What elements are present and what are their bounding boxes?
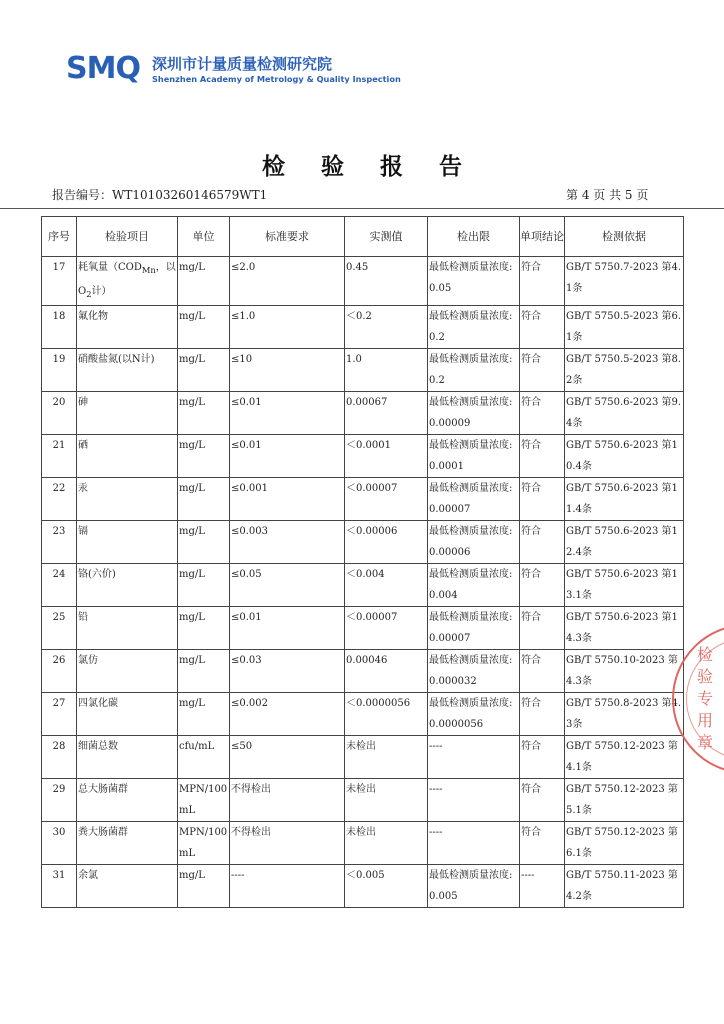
- cell-conclusion: 符合: [520, 607, 565, 650]
- cell-basis: GB/T 5750.12-2023 第4.1条: [565, 736, 684, 779]
- cell-standard: ≤10: [230, 349, 345, 392]
- cell-basis: GB/T 5750.5-2023 第6.1条: [565, 306, 684, 349]
- col-header-seq: 序号: [42, 217, 77, 257]
- cell-basis: GB/T 5750.6-2023 第14.3条: [565, 607, 684, 650]
- table-row: [42, 779, 684, 822]
- cell-basis: GB/T 5750.12-2023 第6.1条: [565, 822, 684, 865]
- cell-conclusion: 符合: [520, 349, 565, 392]
- cell-standard: ≤50: [230, 736, 345, 779]
- col-header-detection-limit: 检出限: [428, 217, 520, 257]
- table-row: [42, 257, 684, 306]
- table-row: [42, 349, 684, 392]
- report-number: [52, 188, 267, 202]
- cell-detection-limit: 最低检测质量浓度:0.2: [428, 306, 520, 349]
- report-number-label: 报告编号：: [52, 188, 113, 202]
- table-row: [42, 607, 684, 650]
- cell-unit: MPN/100mL: [178, 822, 230, 865]
- cell-standard: ≤1.0: [230, 306, 345, 349]
- cell-measured: 未检出: [345, 736, 428, 779]
- cell-basis: GB/T 5750.6-2023 第9.4条: [565, 392, 684, 435]
- table-row: [42, 693, 684, 736]
- table-row: [42, 650, 684, 693]
- cell-basis: GB/T 5750.12-2023 第5.1条: [565, 779, 684, 822]
- cell-seq: 24: [42, 564, 77, 607]
- cell-basis: GB/T 5750.7-2023 第4.1条: [565, 257, 684, 306]
- cell-seq: 26: [42, 650, 77, 693]
- cell-item: 余氯: [77, 865, 178, 908]
- cell-item: 铬(六价): [77, 564, 178, 607]
- cell-detection-limit: ----: [428, 779, 520, 822]
- cell-measured: ＜0.005: [345, 865, 428, 908]
- report-number-value: WT10103260146579WT1: [112, 188, 268, 202]
- cell-item: 粪大肠菌群: [77, 822, 178, 865]
- cell-item: 硝酸盐氮(以N计): [77, 349, 178, 392]
- cell-standard: ≤0.01: [230, 607, 345, 650]
- cell-conclusion: 符合: [520, 257, 565, 306]
- cell-seq: 30: [42, 822, 77, 865]
- cell-basis: GB/T 5750.5-2023 第8.2条: [565, 349, 684, 392]
- cell-seq: 28: [42, 736, 77, 779]
- cell-measured: ＜0.00007: [345, 478, 428, 521]
- cell-conclusion: 符合: [520, 478, 565, 521]
- cell-unit: mg/L: [178, 693, 230, 736]
- cell-basis: GB/T 5750.6-2023 第13.1条: [565, 564, 684, 607]
- results-table: [41, 216, 684, 908]
- cell-item: 汞: [77, 478, 178, 521]
- cell-measured: ＜0.004: [345, 564, 428, 607]
- cell-standard: ≤0.01: [230, 435, 345, 478]
- cod-subscript-2: 2: [86, 289, 92, 299]
- cell-standard: ≤0.05: [230, 564, 345, 607]
- cell-seq: 17: [42, 257, 77, 306]
- cell-item: 四氯化碳: [77, 693, 178, 736]
- cell-seq: 25: [42, 607, 77, 650]
- cell-detection-limit: 最低检测质量浓度:0.005: [428, 865, 520, 908]
- cod-label: 耗氧量（COD: [78, 262, 142, 273]
- cell-seq: 21: [42, 435, 77, 478]
- table-row: [42, 521, 684, 564]
- cell-basis: GB/T 5750.11-2023 第4.2条: [565, 865, 684, 908]
- cell-item: 砷: [77, 392, 178, 435]
- cell-measured: ＜0.2: [345, 306, 428, 349]
- cell-conclusion: 符合: [520, 435, 565, 478]
- cell-conclusion: 符合: [520, 306, 565, 349]
- cell-item: [77, 257, 178, 306]
- cell-unit: mg/L: [178, 564, 230, 607]
- cell-measured: ＜0.00006: [345, 521, 428, 564]
- cell-measured: 0.00067: [345, 392, 428, 435]
- cell-item: 镉: [77, 521, 178, 564]
- cell-detection-limit: 最低检测质量浓度:0.00009: [428, 392, 520, 435]
- col-header-unit: 单位: [178, 217, 230, 257]
- cell-detection-limit: 最低检测质量浓度:0.0001: [428, 435, 520, 478]
- cell-conclusion: 符合: [520, 693, 565, 736]
- cell-unit: MPN/100mL: [178, 779, 230, 822]
- cell-standard: 不得检出: [230, 822, 345, 865]
- table-row: [42, 865, 684, 908]
- cell-seq: 19: [42, 349, 77, 392]
- cell-unit: mg/L: [178, 478, 230, 521]
- cell-detection-limit: 最低检测质量浓度:0.004: [428, 564, 520, 607]
- cell-conclusion: 符合: [520, 736, 565, 779]
- table-row: [42, 564, 684, 607]
- cell-standard: ≤0.001: [230, 478, 345, 521]
- cell-conclusion: 符合: [520, 392, 565, 435]
- cell-measured: 0.00046: [345, 650, 428, 693]
- cell-basis: GB/T 5750.6-2023 第11.4条: [565, 478, 684, 521]
- col-header-item: 检验项目: [77, 217, 178, 257]
- cell-conclusion: 符合: [520, 822, 565, 865]
- cell-unit: mg/L: [178, 650, 230, 693]
- cell-detection-limit: 最低检测质量浓度:0.00006: [428, 521, 520, 564]
- table-row: [42, 392, 684, 435]
- cell-basis: GB/T 5750.6-2023 第12.4条: [565, 521, 684, 564]
- cell-unit: mg/L: [178, 521, 230, 564]
- cell-unit: mg/L: [178, 865, 230, 908]
- cell-standard: ≤2.0: [230, 257, 345, 306]
- cell-seq: 23: [42, 521, 77, 564]
- cell-unit: mg/L: [178, 349, 230, 392]
- cell-conclusion: 符合: [520, 650, 565, 693]
- logo-smq-mark: SMQ: [66, 51, 140, 86]
- table-row: [42, 822, 684, 865]
- col-header-standard: 标准要求: [230, 217, 345, 257]
- cell-seq: 22: [42, 478, 77, 521]
- cell-standard: ≤0.002: [230, 693, 345, 736]
- cod-subscript-mn: Mn: [141, 265, 156, 275]
- cell-detection-limit: 最低检测质量浓度:0.000032: [428, 650, 520, 693]
- cell-seq: 18: [42, 306, 77, 349]
- cell-basis: GB/T 5750.10-2023 第4.3条: [565, 650, 684, 693]
- cell-basis: GB/T 5750.8-2023 第4.3条: [565, 693, 684, 736]
- cell-detection-limit: 最低检测质量浓度:0.2: [428, 349, 520, 392]
- cell-item: 氟化物: [77, 306, 178, 349]
- cell-measured: 未检出: [345, 779, 428, 822]
- cell-seq: 27: [42, 693, 77, 736]
- org-name-en: Shenzhen Academy of Metrology & Quality Inspection: [152, 74, 401, 84]
- col-header-conclusion: 单项结论: [520, 217, 565, 257]
- table-header-row: [42, 217, 684, 257]
- table-row: [42, 306, 684, 349]
- cell-unit: mg/L: [178, 435, 230, 478]
- cell-unit: mg/L: [178, 607, 230, 650]
- cell-item: 总大肠菌群: [77, 779, 178, 822]
- cell-unit: mg/L: [178, 392, 230, 435]
- org-name-cn: 深圳市计量质量检测研究院: [152, 55, 333, 73]
- cell-measured: ＜0.00007: [345, 607, 428, 650]
- report-title: 检 验 报 告: [261, 153, 477, 180]
- table-row: [42, 736, 684, 779]
- cell-detection-limit: 最低检测质量浓度:0.0000056: [428, 693, 520, 736]
- header-divider: [0, 208, 724, 209]
- cell-conclusion: 符合: [520, 779, 565, 822]
- cell-measured: ＜0.0000056: [345, 693, 428, 736]
- cell-item: 细菌总数: [77, 736, 178, 779]
- cell-item: 硒: [77, 435, 178, 478]
- cell-detection-limit: 最低检测质量浓度:0.05: [428, 257, 520, 306]
- cell-standard: 不得检出: [230, 779, 345, 822]
- cell-conclusion: ----: [520, 865, 565, 908]
- cell-standard: ≤0.003: [230, 521, 345, 564]
- cell-seq: 29: [42, 779, 77, 822]
- col-header-basis: 检测依据: [565, 217, 684, 257]
- col-header-measured: 实测值: [345, 217, 428, 257]
- official-seal-text: 检验专用章: [696, 645, 713, 752]
- page-indicator: 第 4 页 共 5 页: [566, 188, 649, 202]
- cell-standard: ≤0.03: [230, 650, 345, 693]
- cell-detection-limit: ----: [428, 736, 520, 779]
- cell-detection-limit: 最低检测质量浓度:0.00007: [428, 478, 520, 521]
- table-row: [42, 478, 684, 521]
- cell-detection-limit: ----: [428, 822, 520, 865]
- cell-measured: 未检出: [345, 822, 428, 865]
- cell-unit: cfu/mL: [178, 736, 230, 779]
- table-row: [42, 435, 684, 478]
- cell-unit: mg/L: [178, 306, 230, 349]
- cell-item: 氯仿: [77, 650, 178, 693]
- cod-suffix: ，以O: [78, 262, 176, 297]
- cell-measured: 0.45: [345, 257, 428, 306]
- cell-measured: 1.0: [345, 349, 428, 392]
- cell-standard: ----: [230, 865, 345, 908]
- cell-conclusion: 符合: [520, 564, 565, 607]
- cell-item: 铅: [77, 607, 178, 650]
- cell-conclusion: 符合: [520, 521, 565, 564]
- cell-unit: mg/L: [178, 257, 230, 306]
- cod-end: 计）: [91, 286, 112, 297]
- cell-seq: 31: [42, 865, 77, 908]
- cell-seq: 20: [42, 392, 77, 435]
- cell-basis: GB/T 5750.6-2023 第10.4条: [565, 435, 684, 478]
- cell-standard: ≤0.01: [230, 392, 345, 435]
- cell-measured: ＜0.0001: [345, 435, 428, 478]
- cell-detection-limit: 最低检测质量浓度:0.00007: [428, 607, 520, 650]
